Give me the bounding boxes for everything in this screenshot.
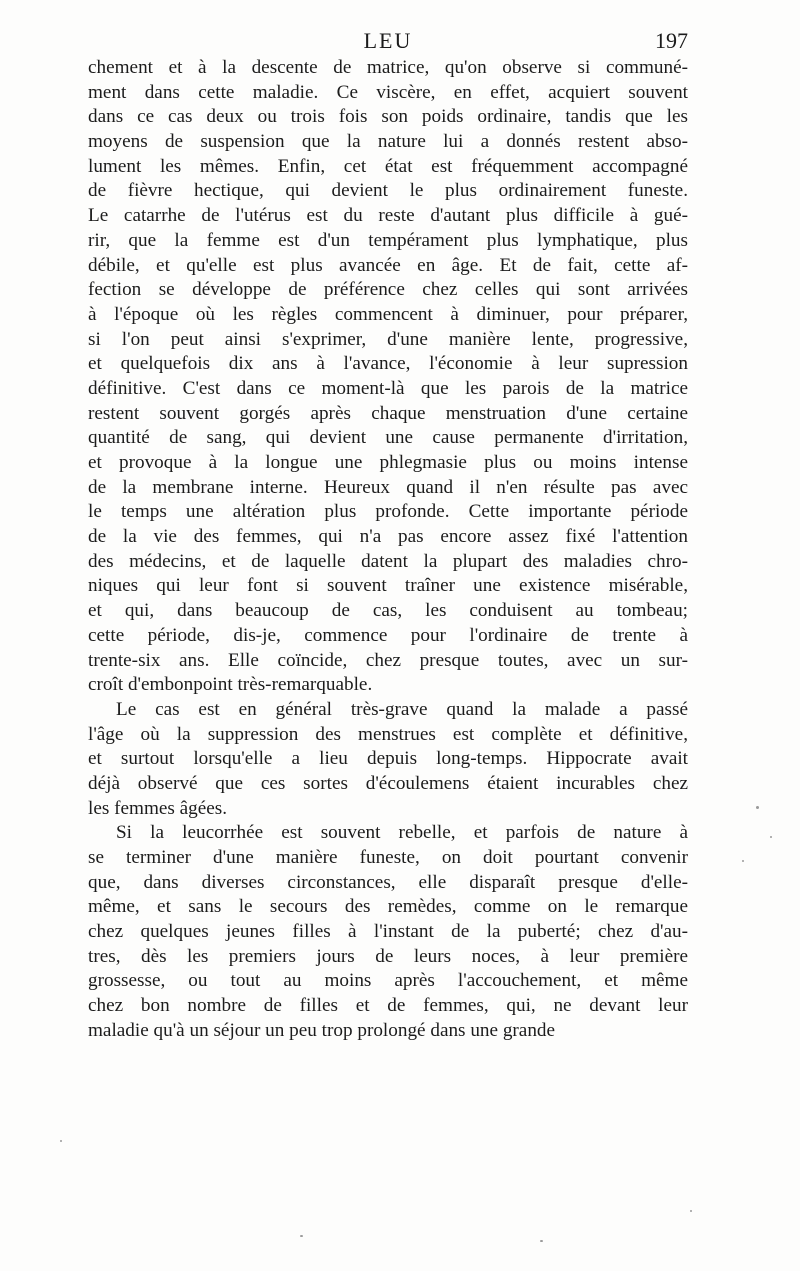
text-line: et qui, dans beaucoup de cas, les conduisent au tombeau;: [88, 600, 688, 622]
text-line: déjà observé que ces sortes d'écoulemens étaient incurables chez: [88, 772, 688, 794]
text-line: cette période, dis-je, commence pour l'ordinaire de trente à: [88, 624, 688, 646]
text-line: à l'époque où les règles commencent à diminuer, pour préparer,: [88, 303, 688, 325]
text-line: croît d'embonpoint très-remarquable.: [88, 674, 373, 696]
text-line: trente-six ans. Elle coïncide, chez presque toutes, avec un sur-: [88, 649, 688, 671]
page-number: 197: [655, 28, 688, 53]
text-line: dans ce cas deux ou trois fois son poids ordinaire, tandis que les: [88, 106, 688, 128]
body-text: [88, 56, 688, 1044]
print-speck: [742, 860, 744, 862]
text-line: se terminer d'une manière funeste, on doit pourtant convenir: [88, 847, 688, 868]
print-speck: [770, 836, 772, 838]
text-line: et provoque à la longue une phlegmasie plus ou moins intense: [88, 452, 688, 473]
running-head: LEU: [363, 28, 413, 53]
text-line: chement et à la descente de matrice, qu'on observe si communé-: [88, 57, 688, 78]
text-line: des médecins, et de laquelle datent la plupart des maladies chro-: [88, 550, 688, 572]
text-line: et quelquefois dix ans à l'avance, l'économie à leur supression: [88, 353, 688, 375]
text-line: si l'on peut ainsi s'exprimer, d'une manière lente, progressive,: [88, 328, 688, 350]
text-line: fection se développe de préférence chez celles qui sont arrivées: [88, 279, 688, 301]
text-line: les femmes âgées.: [88, 797, 228, 819]
text-line: de fièvre hectique, qui devient le plus ordinairement funeste.: [88, 180, 688, 202]
text-line: de la vie des femmes, qui n'a pas encore assez fixé l'attention: [88, 526, 688, 548]
text-line: quantité de sang, qui devient une cause permanente d'irritation,: [88, 427, 688, 449]
text-line: rir, que la femme est d'un tempérament plus lymphatique, plus: [88, 229, 688, 251]
print-speck: [300, 1235, 303, 1237]
print-speck: [690, 1210, 692, 1212]
text-line: débile, et qu'elle est plus avancée en âge. Et de fait, cette af-: [88, 254, 688, 276]
text-line: grossesse, ou tout au moins après l'accouchement, et même: [88, 970, 688, 992]
text-line: Le catarrhe de l'utérus est du reste d'autant plus difficile à gué-: [88, 205, 688, 227]
text-line: maladie qu'à un séjour un peu trop prolongé dans une grande: [88, 1019, 556, 1041]
text-line: le temps une altération plus profonde. Cette importante période: [88, 501, 688, 523]
text-line: Si la leucorrhée est souvent rebelle, et parfois de nature à: [116, 822, 688, 844]
print-speck: [60, 1140, 62, 1142]
text-line: lument les mêmes. Enfin, cet état est fréquemment accompagné: [88, 155, 688, 177]
text-line: ment dans cette maladie. Ce viscère, en effet, acquiert souvent: [88, 81, 688, 103]
print-speck: [540, 1240, 543, 1242]
print-speck: [756, 806, 759, 809]
text-line: définitive. C'est dans ce moment-là que les parois de la matrice: [88, 377, 688, 399]
text-line: l'âge où la suppression des menstrues est complète et définitive,: [88, 723, 688, 745]
text-line: restent souvent gorgés après chaque menstruation d'une certaine: [88, 402, 688, 424]
text-line: chez quelques jeunes filles à l'instant de la puberté; chez d'au-: [88, 921, 688, 943]
text-line: même, et sans le secours des remèdes, comme on le remarque: [88, 896, 688, 918]
text-line: tres, dès les premiers jours de leurs noces, à leur première: [88, 945, 688, 967]
text-line: moyens de suspension que la nature lui a donnés restent abso-: [88, 131, 688, 153]
text-line: que, dans diverses circonstances, elle disparaît presque d'elle-: [88, 871, 688, 893]
page-header: [88, 28, 688, 54]
text-line: niques qui leur font si souvent traîner une existence misérable,: [88, 575, 688, 597]
text-line: et surtout lorsqu'elle a lieu depuis long-temps. Hippocrate avait: [88, 748, 688, 770]
text-line: de la membrane interne. Heureux quand il n'en résulte pas avec: [88, 476, 688, 498]
text-line: Le cas est en général très-grave quand la malade a passé: [116, 698, 688, 720]
text-line: chez bon nombre de filles et de femmes, qui, ne devant leur: [88, 995, 688, 1017]
